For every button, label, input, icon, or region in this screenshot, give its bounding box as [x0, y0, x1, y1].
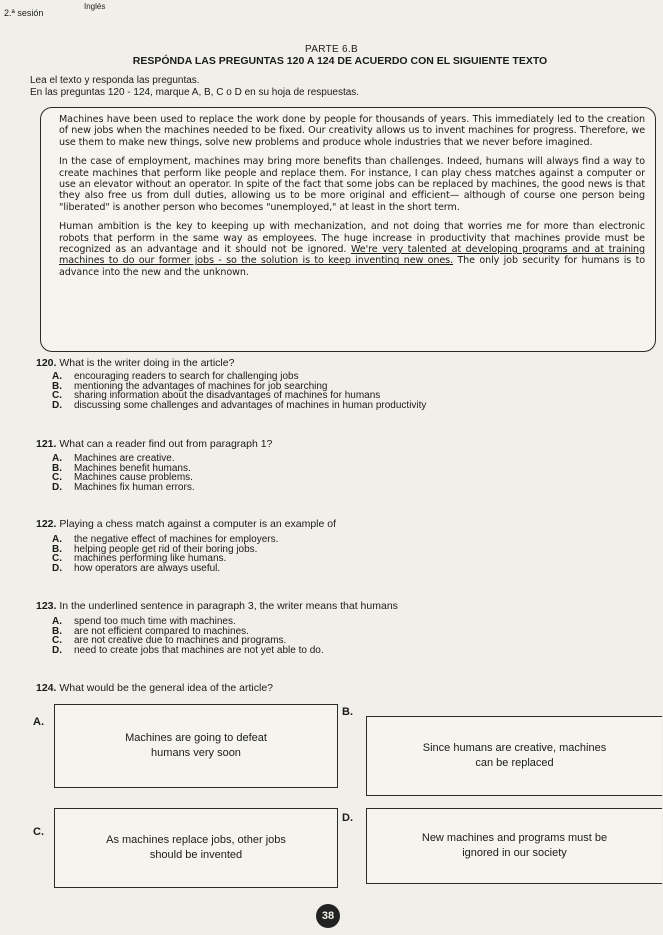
question-text: What would be the general idea of the article?	[59, 682, 273, 694]
card-a-line-1: Machines are going to defeat	[125, 732, 267, 744]
card-a[interactable]	[54, 704, 338, 788]
card-d-line-1: New machines and programs must be	[421, 832, 608, 844]
question-120-options	[52, 372, 426, 410]
option-b[interactable]: B. mentioning the advantages of machines for job searching	[52, 380, 328, 392]
question-number: 122.	[36, 518, 57, 530]
paragraph-2: In the case of employment, machines may bring more benefits than challenges. Indeed, humans will always find a way to create machines that perform like people and replace them. For instance, I can play chess matches against a computer or use an elevator without an operator. In spite of the fact that some jobs can be replaced by machines, the good news is that they also free us from dull duties, allowing us to be more original and efficient— although of course one person being "liberated" is another person who becomes "unemployed," at least in the short term.	[59, 156, 645, 213]
paragraph-1: Machines have been used to replace the work done by people for thousands of years. This immediately led to the creation of new jobs when the machines needed to be fixed. Our creativity allows us to invent machines for progress. Therefore, we use them to make new things, solve new problems and produce whole industries that we never before imagined.	[59, 114, 645, 148]
session-label: 2.ª sesión	[4, 8, 44, 18]
option-c[interactable]: C. machines performing like humans.	[52, 553, 227, 565]
card-b-line-1: Since humans are creative, machines	[422, 742, 607, 754]
question-121-options	[52, 454, 195, 492]
paragraph-3-start: Human ambition is the key to keeping up with mechanization, and not doing that worries me for more than electronic robots that perform in the same way as employees. The huge increase in productivity that machines provide must be recognized as an advantage and it should not be ignored.	[59, 221, 645, 256]
question-121	[36, 438, 272, 450]
card-d-letter: D.	[342, 812, 353, 824]
question-text: Playing a chess match against a computer is an example of	[59, 518, 337, 530]
part-title: PARTE 6.B	[305, 44, 358, 55]
question-123-options	[52, 617, 324, 655]
option-c[interactable]: C. sharing information about the disadvantages of machines for humans	[52, 390, 381, 402]
option-a[interactable]: A. the negative effect of machines for employers.	[52, 534, 279, 545]
card-b[interactable]	[366, 716, 662, 796]
card-a-line-2: humans very soon	[151, 747, 241, 759]
question-120	[36, 357, 234, 369]
instruction-line-1: Lea el texto y responda las preguntas.	[30, 75, 200, 86]
card-d[interactable]	[366, 808, 662, 884]
question-number: 120.	[36, 357, 57, 369]
card-c-line-1: As machines replace jobs, other jobs	[106, 834, 286, 846]
question-text: What is the writer doing in the article?	[59, 357, 235, 369]
option-d[interactable]: D. need to create jobs that machines are not yet able to do.	[52, 644, 324, 656]
question-number: 124.	[36, 682, 57, 694]
question-124	[36, 682, 273, 694]
option-a[interactable]: A. spend too much time with machines.	[52, 616, 236, 627]
card-c-letter: C.	[33, 826, 44, 838]
option-d[interactable]: D. discussing some challenges and advantages of machines in human productivity	[52, 399, 427, 411]
option-b[interactable]: B. are not efficient compared to machines.	[52, 625, 249, 637]
card-d-line-2: ignored in our society	[462, 847, 567, 859]
question-122	[36, 518, 336, 530]
option-a[interactable]: A. encouraging readers to search for challenging jobs	[52, 371, 299, 382]
option-c[interactable]: C. Machines cause problems.	[52, 472, 193, 484]
question-text: In the underlined sentence in paragraph 3, the writer means that humans	[59, 600, 398, 612]
option-a[interactable]: A. Machines are creative.	[52, 453, 175, 464]
card-c[interactable]	[54, 808, 338, 888]
question-number: 121.	[36, 438, 57, 450]
page-number: 38	[316, 904, 340, 928]
question-123	[36, 600, 398, 612]
card-b-letter: B.	[342, 706, 353, 718]
reading-passage	[40, 107, 656, 352]
option-c[interactable]: C. are not creative due to machines and programs.	[52, 635, 287, 647]
question-number: 123.	[36, 600, 57, 612]
paragraph-3-end: The only job security for humans is to advance into the new and the unknown.	[59, 255, 645, 278]
option-b[interactable]: B. helping people get rid of their boring jobs.	[52, 543, 258, 555]
card-a-letter: A.	[33, 716, 44, 728]
question-122-options	[52, 535, 278, 573]
subject-label: Inglés	[84, 2, 106, 11]
option-d[interactable]: D. how operators are always useful.	[52, 562, 221, 574]
option-d[interactable]: D. Machines fix human errors.	[52, 481, 195, 493]
underlined-sentence: We're very talented at developing programs and at training machines to do our former jobs - so the solution is to keep inventing new ones.	[59, 244, 645, 267]
card-c-line-2: should be invented	[149, 849, 243, 861]
instruction-title: RESPÓNDA LAS PREGUNTAS 120 A 124 DE ACUERDO CON EL SIGUIENTE TEXTO	[132, 55, 548, 67]
paragraph-3	[59, 221, 645, 278]
instruction-line-2: En las preguntas 120 - 124, marque A, B, C o D en su hoja de respuestas.	[30, 87, 360, 98]
card-b-line-2: can be replaced	[475, 757, 554, 769]
question-text: What can a reader find out from paragraph 1?	[59, 438, 273, 450]
option-b[interactable]: B. Machines benefit humans.	[52, 462, 191, 474]
